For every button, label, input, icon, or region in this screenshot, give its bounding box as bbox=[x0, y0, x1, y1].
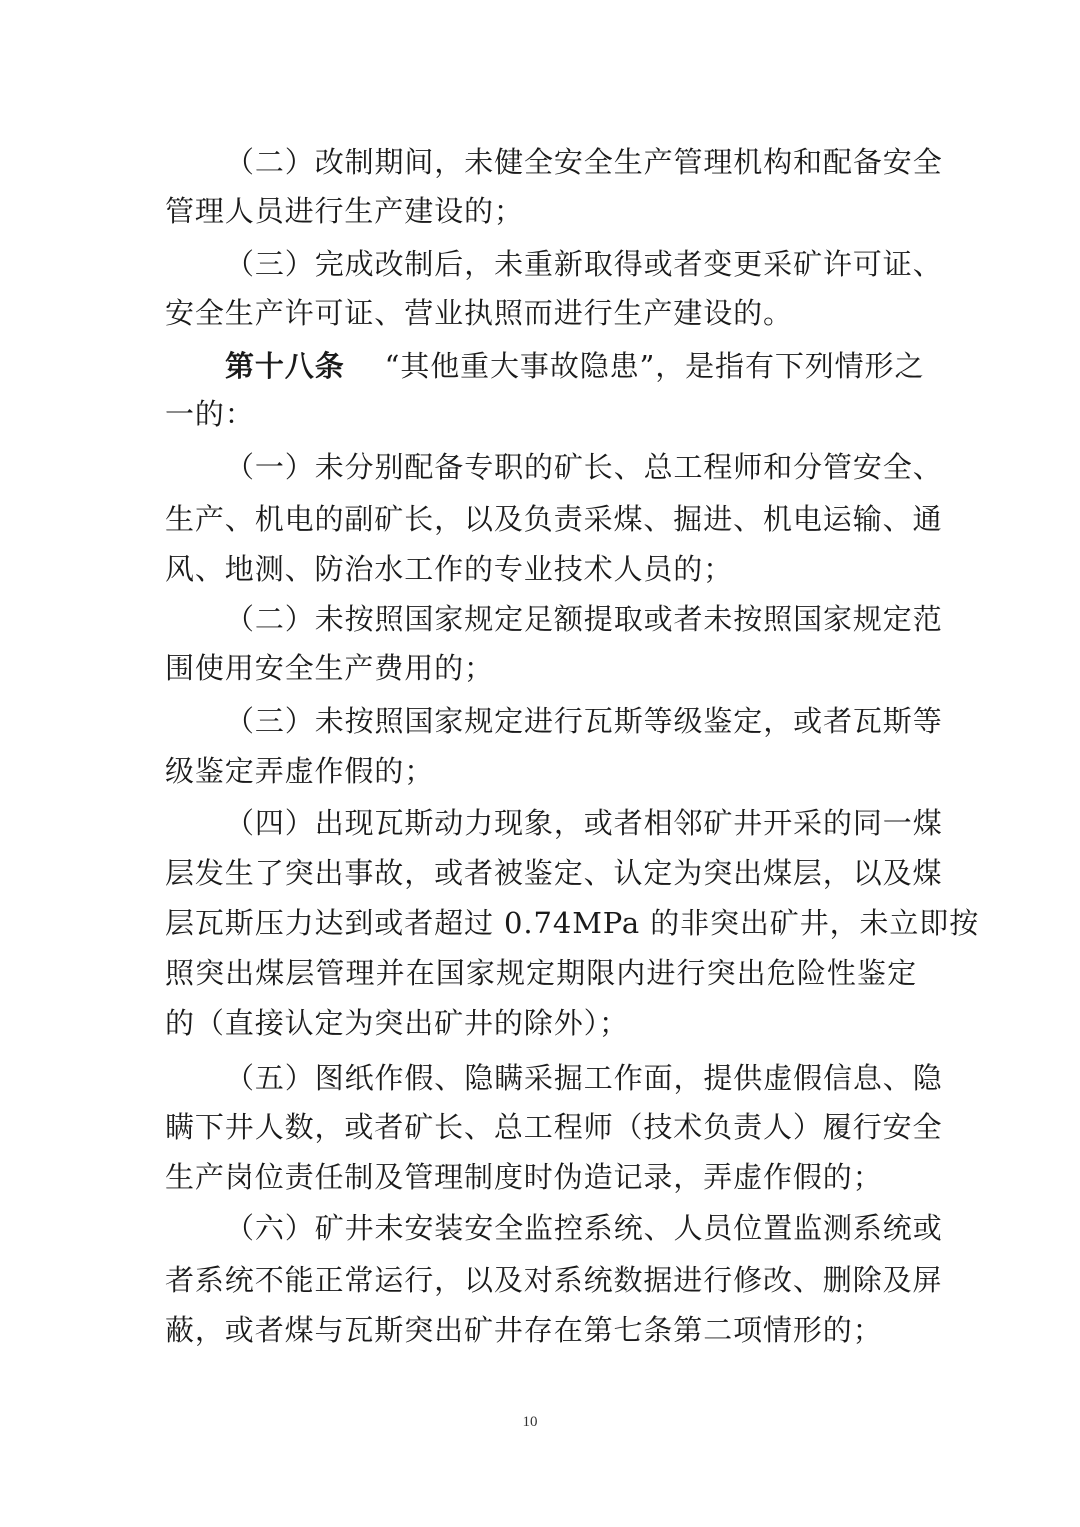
article-label: 第十八条 bbox=[225, 349, 345, 383]
text-line: 生产、机电的副矿长，以及负责采煤、掘进、机电运输、通 bbox=[165, 502, 943, 536]
text-line: 的（直接认定为突出矿井的除外）； bbox=[165, 1006, 629, 1040]
text-line: 层发生了突出事故，或者被鉴定、认定为突出煤层，以及煤 bbox=[165, 856, 943, 890]
page-number: 10 bbox=[522, 1414, 538, 1430]
text-line: 安全生产许可证、营业执照而进行生产建设的。 bbox=[165, 296, 793, 330]
text-line: （一）未分别配备专职的矿长、总工程师和分管安全、 bbox=[225, 450, 943, 484]
text-line: （五）图纸作假、隐瞒采掘工作面，提供虚假信息、隐 bbox=[225, 1061, 943, 1095]
text-line: （六）矿井未安装安全监控系统、人员位置监测系统或 bbox=[225, 1211, 943, 1245]
article-18-heading-line bbox=[225, 346, 925, 386]
text-line: 生产岗位责任制及管理制度时伪造记录，弄虚作假的； bbox=[165, 1160, 883, 1194]
article-text: “其他重大事故隐患”，是指有下列情形之 bbox=[384, 349, 925, 383]
text-line: 风、地测、防治水工作的专业技术人员的； bbox=[165, 552, 734, 586]
text-line: 瞒下井人数，或者矿长、总工程师（技术负责人）履行安全 bbox=[165, 1110, 943, 1144]
text-line: （二）未按照国家规定足额提取或者未按照国家规定范 bbox=[225, 602, 943, 636]
text-line: （三）完成改制后，未重新取得或者变更采矿许可证、 bbox=[225, 247, 943, 281]
text-line: 围使用安全生产费用的； bbox=[165, 651, 494, 685]
text-line: （三）未按照国家规定进行瓦斯等级鉴定，或者瓦斯等 bbox=[225, 704, 943, 738]
text-line: 层瓦斯压力达到或者超过 0.74MPa 的非突出矿井，未立即按 bbox=[165, 906, 980, 940]
text-line: （四）出现瓦斯动力现象，或者相邻矿井开采的同一煤 bbox=[225, 806, 943, 840]
text-line: 管理人员进行生产建设的； bbox=[165, 194, 524, 228]
text-line: 一的： bbox=[165, 397, 255, 431]
text-line: 照突出煤层管理并在国家规定期限内进行突出危险性鉴定 bbox=[165, 956, 917, 990]
text-line: 级鉴定弄虚作假的； bbox=[165, 754, 435, 788]
text-line: （二）改制期间，未健全安全生产管理机构和配备安全 bbox=[225, 145, 943, 179]
text-line: 蔽，或者煤与瓦斯突出矿井存在第七条第二项情形的； bbox=[165, 1313, 883, 1347]
text-line: 者系统不能正常运行，以及对系统数据进行修改、删除及屏 bbox=[165, 1263, 943, 1297]
